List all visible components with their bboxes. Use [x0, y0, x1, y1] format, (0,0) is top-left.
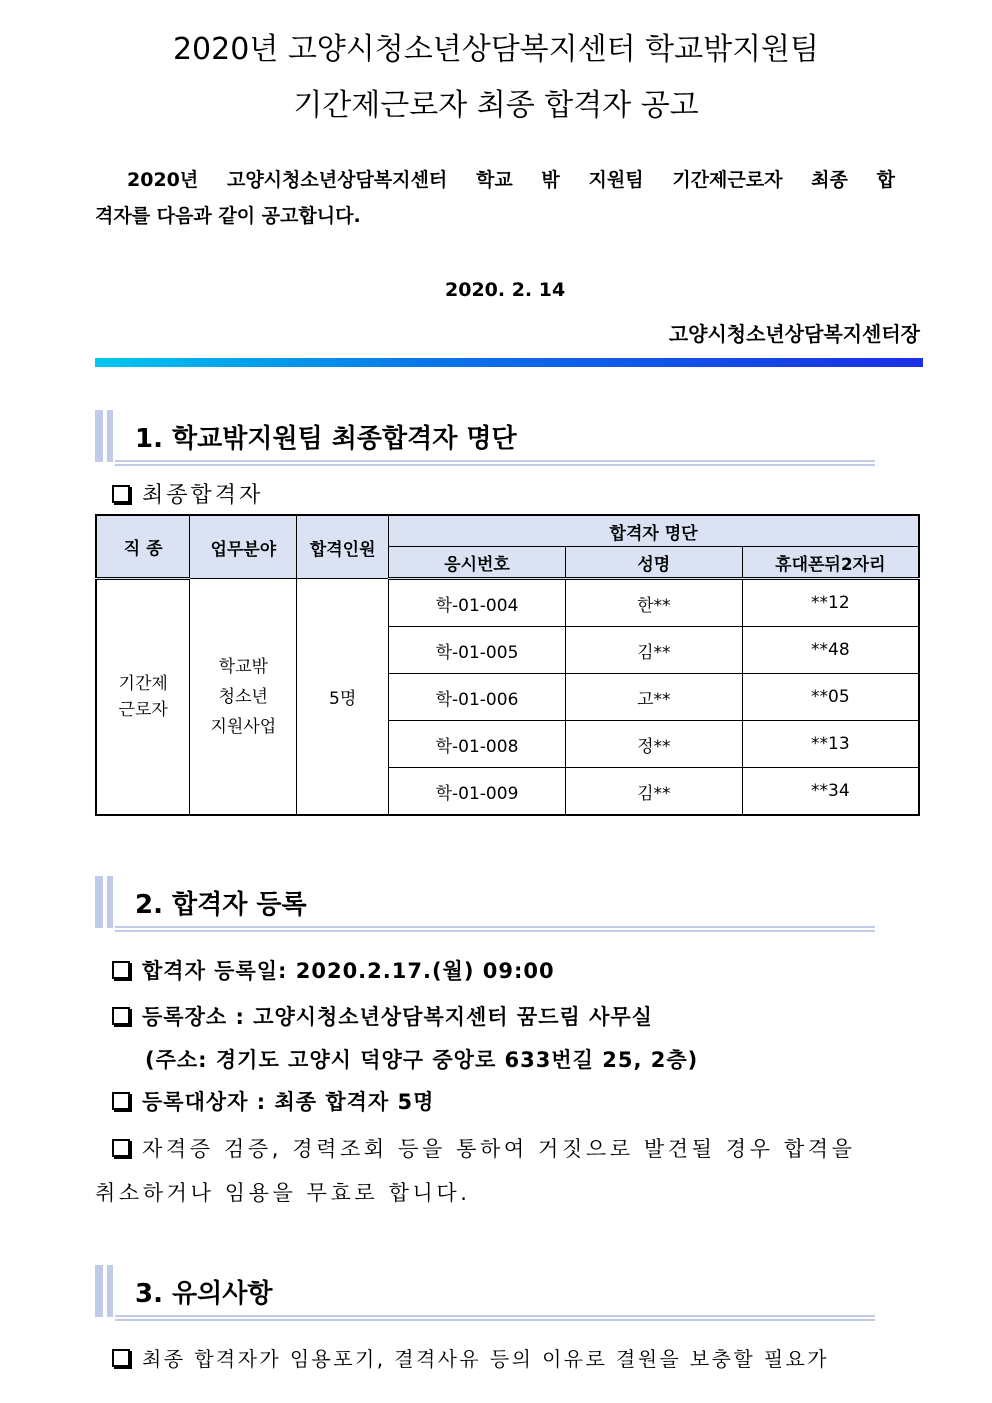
position-line: 기간제 — [118, 674, 168, 694]
checkbox-bullet-icon — [112, 1139, 130, 1157]
heading-underline — [115, 926, 875, 928]
cell-name: 김** — [565, 768, 742, 816]
header-exam-no: 응시번호 — [389, 547, 566, 579]
cell-phone: **48 — [742, 627, 919, 674]
field-line: 청소년 — [218, 686, 268, 707]
cell-exam-no: 학-01-005 — [389, 627, 566, 674]
header-name: 성명 — [565, 547, 742, 579]
cell-phone: **34 — [742, 768, 919, 816]
divider-bar — [95, 358, 923, 367]
cell-position — [96, 579, 190, 816]
cell-exam-no: 학-01-006 — [389, 674, 566, 721]
cell-phone: **13 — [742, 721, 919, 768]
announcement-date: 2020. 2. 14 — [445, 279, 566, 301]
registration-target-item — [112, 1086, 434, 1116]
intro-line1: 2020년 고양시청소년상담복지센터 학교 밖 지원팀 기간제근로자 최종 합 — [127, 169, 895, 191]
registration-place-item — [112, 1001, 653, 1031]
document-title-line2: 기간제근로자 최종 합격자 공고 — [293, 88, 699, 123]
heading-accent-bar — [95, 1265, 103, 1317]
precaution-text: 최종 합격자가 임용포기, 결격사유 등의 이유로 결원을 보충할 필요가 — [142, 1347, 829, 1371]
cell-exam-no: 학-01-004 — [389, 579, 566, 627]
verification-notice-item — [112, 1133, 856, 1163]
heading-underline — [115, 1319, 875, 1321]
section3-heading-text: 3. 유의사항 — [135, 1279, 273, 1309]
successful-candidates-table — [95, 514, 920, 816]
section2-heading-text: 2. 합격자 등록 — [135, 890, 307, 920]
registration-date-item — [112, 955, 555, 985]
cell-count: 5명 — [297, 579, 389, 816]
header-phone: 휴대폰뒤2자리 — [742, 547, 919, 579]
heading-underline — [115, 464, 875, 466]
header-field: 업무분야 — [190, 515, 297, 579]
precaution-item — [112, 1343, 829, 1372]
verification-notice-line1: 자격증 검증, 경력조회 등을 통하여 거짓으로 발견될 경우 합격을 — [142, 1137, 856, 1161]
section3-heading — [95, 1265, 885, 1317]
cell-exam-no: 학-01-009 — [389, 768, 566, 816]
cell-phone: **05 — [742, 674, 919, 721]
header-count: 합격인원 — [297, 515, 389, 579]
section1-heading — [95, 410, 885, 462]
heading-underline — [115, 1315, 875, 1317]
subsection-label-text: 최종합격자 — [142, 483, 264, 508]
header-roster: 합격자 명단 — [389, 515, 919, 547]
registration-date-text: 합격자 등록일: 2020.2.17.(월) 09:00 — [142, 959, 555, 983]
field-line: 학교밖 — [218, 656, 268, 677]
heading-accent-bar — [95, 410, 103, 462]
verification-notice-line2: 취소하거나 임용을 무효로 합니다. — [95, 1181, 471, 1205]
section2-heading — [95, 876, 885, 928]
subsection-label — [112, 478, 263, 509]
header-position: 직 종 — [96, 515, 190, 579]
document-title-line1: 2020년 고양시청소년상담복지센터 학교밖지원팀 — [172, 32, 820, 67]
cell-name: 정** — [565, 721, 742, 768]
heading-underline — [115, 930, 875, 932]
table-row — [96, 579, 919, 627]
checkbox-bullet-icon — [112, 961, 130, 979]
registration-address: (주소: 경기도 고양시 덕양구 중앙로 633번길 25, 2층) — [145, 1048, 699, 1072]
cell-field — [190, 579, 297, 816]
checkbox-bullet-icon — [112, 485, 130, 503]
heading-accent-bar — [107, 876, 113, 928]
registration-target-text: 등록대상자 : 최종 합격자 5명 — [142, 1090, 435, 1114]
cell-name: 김** — [565, 627, 742, 674]
checkbox-bullet-icon — [112, 1092, 130, 1110]
position-line: 근로자 — [118, 700, 168, 720]
heading-accent-bar — [95, 876, 103, 928]
field-line: 지원사업 — [210, 716, 277, 737]
intro-paragraph — [95, 162, 895, 234]
checkbox-bullet-icon — [112, 1349, 130, 1367]
section1-heading-text: 1. 학교밖지원팀 최종합격자 명단 — [135, 424, 517, 454]
cell-exam-no: 학-01-008 — [389, 721, 566, 768]
heading-accent-bar — [107, 1265, 113, 1317]
cell-name: 고** — [565, 674, 742, 721]
cell-phone: **12 — [742, 579, 919, 627]
cell-name: 한** — [565, 579, 742, 627]
intro-line2: 격자를 다음과 같이 공고합니다. — [95, 205, 361, 227]
issuer-name: 고양시청소년상담복지센터장 — [668, 322, 920, 346]
checkbox-bullet-icon — [112, 1007, 130, 1025]
heading-accent-bar — [107, 410, 113, 462]
heading-underline — [115, 460, 875, 462]
registration-place-text: 등록장소 : 고양시청소년상담복지센터 꿈드림 사무실 — [142, 1005, 653, 1029]
